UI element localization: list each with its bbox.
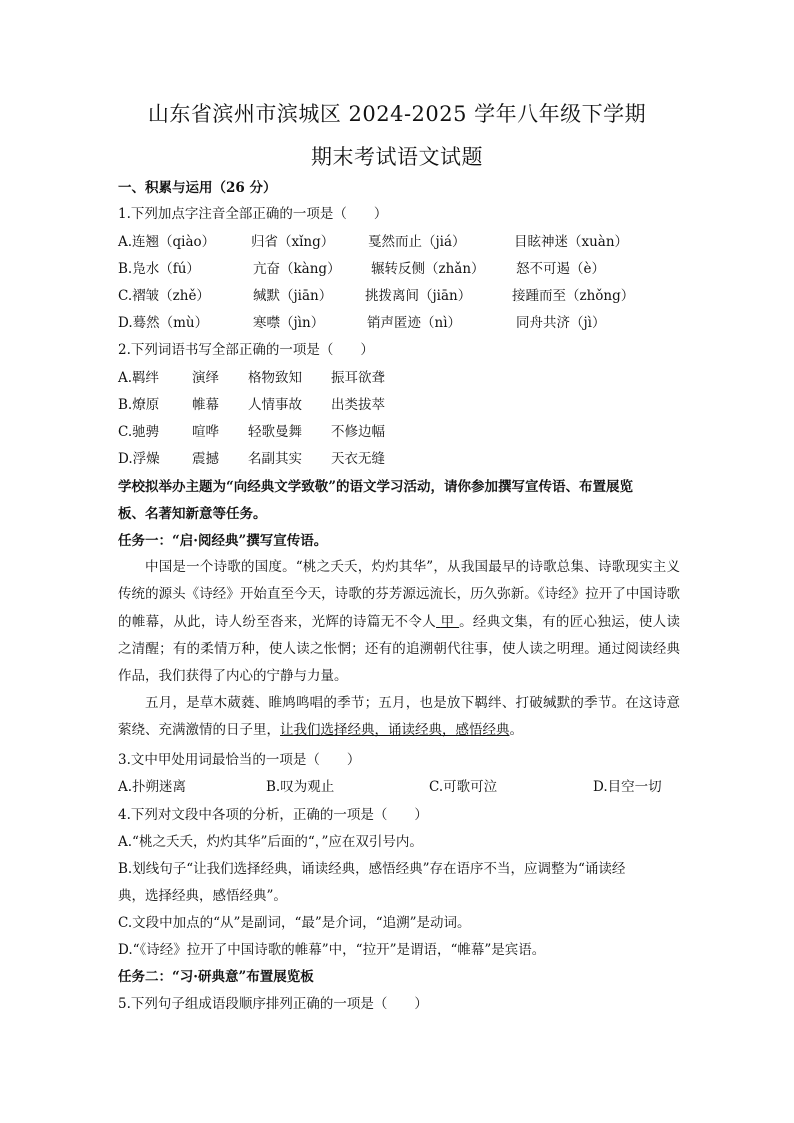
question-4-stem: 4.下列对文段中各项的分析，正确的一项是（ ） xyxy=(118,807,428,823)
q1-option-b-2: 亢奋（kàng） xyxy=(253,261,341,277)
activity-intro-line-2: 板、名著知新意等任务。 xyxy=(118,506,267,522)
passage-p2-text-b: 。 xyxy=(509,722,523,739)
task-1-heading: 任务一：“启·阅经典”撰写宣传语。 xyxy=(118,533,328,549)
passage-p1-text-a: 中国是一个诗歌的国度。“桃之夭夭，灼灼其华”，从我国最早的诗歌总集、诗歌现实主义传统的源头《诗经》开始直至今天，诗歌的芬芳源远流长，历久弥新。《诗经》拉开了中国诗歌的帷幕，从此，诗人纷至沓来，光辉的诗篇无不令人 xyxy=(118,559,680,630)
passage-paragraph-1 xyxy=(118,554,680,690)
q1-option-c-3: 挑拨离间（jiān） xyxy=(365,288,472,304)
question-1-stem: 1.下列加点字注音全部正确的一项是（ ） xyxy=(118,206,388,222)
q2-option-c-1: C.驰骋 xyxy=(118,424,160,440)
q2-option-d-1: D.浮燥 xyxy=(118,451,160,467)
q1-option-b-3: 辗转反侧（zhǎn） xyxy=(371,261,485,277)
q4-option-a: A.“桃之夭夭，灼灼其华”后面的“，”应在双引号内。 xyxy=(118,834,423,850)
q2-option-c-2: 喧哗 xyxy=(192,424,219,440)
q1-option-c-1: C.褶皱（zhě） xyxy=(118,288,210,304)
underlined-sentence: 让我们选择经典，诵读经典，感悟经典 xyxy=(280,722,510,739)
q2-option-b-4: 出类拔萃 xyxy=(331,397,385,413)
question-3-stem: 3.文中甲处用词最恰当的一项是（ ） xyxy=(118,752,361,768)
q1-option-c-2: 缄默（jiān） xyxy=(253,288,333,304)
q2-option-c-4: 不修边幅 xyxy=(331,424,385,440)
q4-option-b-line-2: 典，选择经典，感悟经典”。 xyxy=(118,888,287,904)
exam-subtitle: 期末考试语文试题 xyxy=(311,145,483,169)
q2-option-a-1: A.羁绊 xyxy=(118,370,160,386)
q1-option-d-3: 销声匿迹（nì） xyxy=(367,315,462,331)
section-heading: 一、积累与运用（26 分） xyxy=(118,180,277,196)
q2-option-d-2: 震撼 xyxy=(192,451,219,467)
q2-option-b-3: 人情事故 xyxy=(248,397,302,413)
q1-option-d-4: 同舟共济（jì） xyxy=(516,315,606,331)
task-2-heading: 任务二：“习·研典意”布置展览板 xyxy=(118,969,314,985)
q2-option-d-3: 名副其实 xyxy=(248,451,302,467)
q1-option-b-4: 怒不可遏（è） xyxy=(516,261,605,277)
passage-p2-text-a: 五月，是草木葳蕤、睢鸠鸣唱的季节；五月，也是放下羁绊、打破缄默的季节。在这诗意萦绕、充满激情的日子里， xyxy=(118,695,680,739)
q4-option-d: D.“《诗经》拉开了中国诗歌的帷幕”中，“拉开”是谓语，“帷幕”是宾语。 xyxy=(118,942,546,958)
q2-option-b-2: 帷幕 xyxy=(192,397,219,413)
q3-option-b: B.叹为观止 xyxy=(266,779,335,795)
question-5-stem: 5.下列句子组成语段顺序排列正确的一项是（ ） xyxy=(118,996,428,1012)
q2-option-b-1: B.燎原 xyxy=(118,397,160,413)
q2-option-a-3: 格物致知 xyxy=(248,370,302,386)
q2-option-c-3: 轻歌曼舞 xyxy=(248,424,302,440)
blank-jia-label: 甲 xyxy=(440,613,455,630)
q1-option-a-4: 目眩神迷（xuàn） xyxy=(514,234,629,250)
q2-option-a-2: 演绎 xyxy=(192,370,219,386)
q1-option-a-1: A.连翘（qiào） xyxy=(118,234,216,250)
q1-option-d-1: D.蓦然（mù） xyxy=(118,315,209,331)
exam-title: 山东省滨州市滨城区 2024-2025 学年八年级下学期 xyxy=(147,102,647,126)
q2-option-a-4: 振耳欲聋 xyxy=(331,370,385,386)
q1-option-a-3: 戛然而止（jiá） xyxy=(368,234,466,250)
q1-option-c-4: 接踵而至（zhǒng） xyxy=(512,288,635,304)
q3-option-d: D.目空一切 xyxy=(593,779,662,795)
q1-option-a-2: 归省（xǐng） xyxy=(251,234,335,250)
passage-p1-text-b: 。经典文集，有的匠心独运，使人读之清醒；有的柔情万种，使人读之怅惘；还有的追溯朝代往事，使人读之明理。通过阅读经典作品，我们获得了内心的宁静与力量。 xyxy=(118,613,681,685)
question-2-stem: 2.下列词语书写全部正确的一项是（ ） xyxy=(118,342,374,358)
q1-option-d-2: 寒噤（jìn） xyxy=(253,315,325,331)
q1-option-b-1: B.凫水（fú） xyxy=(118,261,200,277)
passage-paragraph-2 xyxy=(118,690,680,745)
q3-option-c: C.可歌可泣 xyxy=(429,779,498,795)
q2-option-d-4: 天衣无缝 xyxy=(331,451,385,467)
q4-option-b-line-1: B.划线句子“让我们选择经典，诵读经典，感悟经典”存在语序不当，应调整为“诵读经 xyxy=(118,861,626,877)
q4-option-c: C.文段中加点的“从”是副词，“最”是介词，“追溯”是动词。 xyxy=(118,915,471,931)
q3-option-a: A.扑朔迷离 xyxy=(118,779,187,795)
activity-intro-line-1: 学校拟举办主题为“向经典文学致敬”的语文学习活动，请你参加撰写宣传语、布置展览 xyxy=(118,479,634,495)
blank-jia xyxy=(436,614,459,630)
